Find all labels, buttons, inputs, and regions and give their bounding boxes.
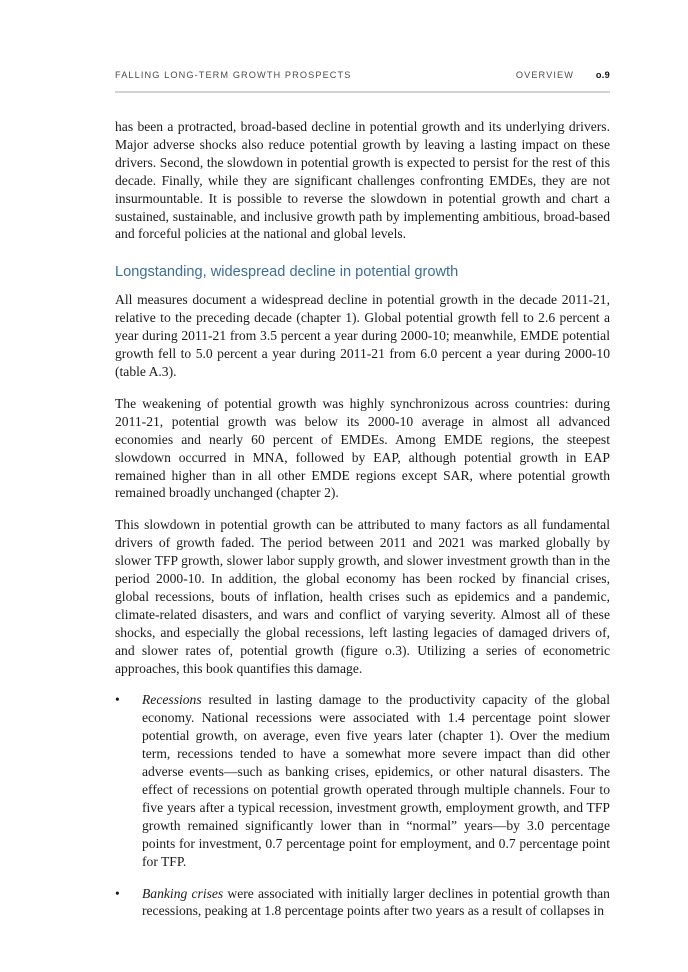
bullet-icon: • (115, 885, 120, 901)
bullet-icon: • (115, 692, 120, 708)
list-item-text: were associated with initially larger declines in potential growth than recessions, peaking at 1.8 percentage points after two years as a result of collapses in (142, 885, 610, 919)
body-text (115, 118, 610, 920)
list-item (115, 885, 610, 921)
bullet-list (115, 691, 610, 920)
running-head-section: OVERVIEW (515, 70, 574, 80)
running-head-title: FALLING LONG-TERM GROWTH PROSPECTS (115, 70, 352, 80)
list-item (115, 691, 610, 870)
list-item-lead: Recessions (142, 692, 202, 708)
paragraph: The weakening of potential growth was highly synchronizous across countries: during 2011-21, potential growth was below its 2000-10 average in almost all advanced economies and nearly 60 percent of EMDEs. Among EMDE regions, the steepest slowdown occurred in MNA, followed by EAP, although potential growth in EAP remained higher than in all other EMDE regions except SAR, where potential growth remained broadly unchanged (chapter 2). (115, 395, 610, 501)
paragraph-continuation: has been a protracted, broad-based decline in potential growth and its underlying drivers. Major adverse shocks also reduce potential growth by leaving a lasting impact on these drivers. Second, the slowdown in potential growth is expected to persist for the rest of this decade. Finally, while they are significant challenges confronting EMDEs, they are not insurmountable. It is possible to reverse the slowdown in potential growth and chart a sustained, sustainable, and inclusive growth path by implementing ambitious, broad-based and forceful policies at the national and global levels. (115, 119, 610, 242)
paragraph: This slowdown in potential growth can be attributed to many factors as all fundamental drivers of growth faded. The period between 2011 and 2021 was marked globally by slower TFP growth, slower labor supply growth, and slower investment growth than in the period 2000-10. In addition, the global economy has been rocked by financial crises, global recessions, bouts of inflation, health crises such as epidemics and a pandemic, climate-related disasters, and wars and conflict of varying severity. Almost all of these shocks, and especially the global recessions, left lasting legacies of damaged drivers of, and slower rates of, potential growth (figure o.3). Utilizing a series of econometric approaches, this book quantifies this damage. (115, 517, 610, 676)
running-head (115, 70, 610, 84)
header-rule (115, 91, 610, 93)
paragraph: All measures document a widespread decline in potential growth in the decade 2011-21, relative to the preceding decade (chapter 1). Global potential growth fell to 2.6 percent a year during 2011-21 from 3.5 percent a year during 2000-10; meanwhile, EMDE potential growth fell to 5.0 percent a year during 2011-21 from 6.0 percent a year during 2000-10 (table A.3). (115, 292, 610, 379)
list-item-lead: Banking crises (142, 885, 224, 901)
list-item-text: resulted in lasting damage to the productivity capacity of the global economy. National recessions were associated with 1.4 percentage point slower potential growth, on average, even five years later (chapter 1). Over the medium term, recessions tended to have a somewhat more severe impact than did other adverse events—such as banking crises, epidemics, or other natural disasters. The effect of recessions on potential growth operated through multiple channels. Four to five years after a typical recession, investment growth, employment growth, and TFP growth remained significantly lower than in “normal” years—by 3.0 percentage points for investment, 0.7 percentage point for employment, and 0.7 percentage point for TFP. (142, 692, 610, 869)
page-number: o.9 (595, 70, 610, 80)
section-heading: Longstanding, widespread decline in potential growth (115, 264, 459, 281)
